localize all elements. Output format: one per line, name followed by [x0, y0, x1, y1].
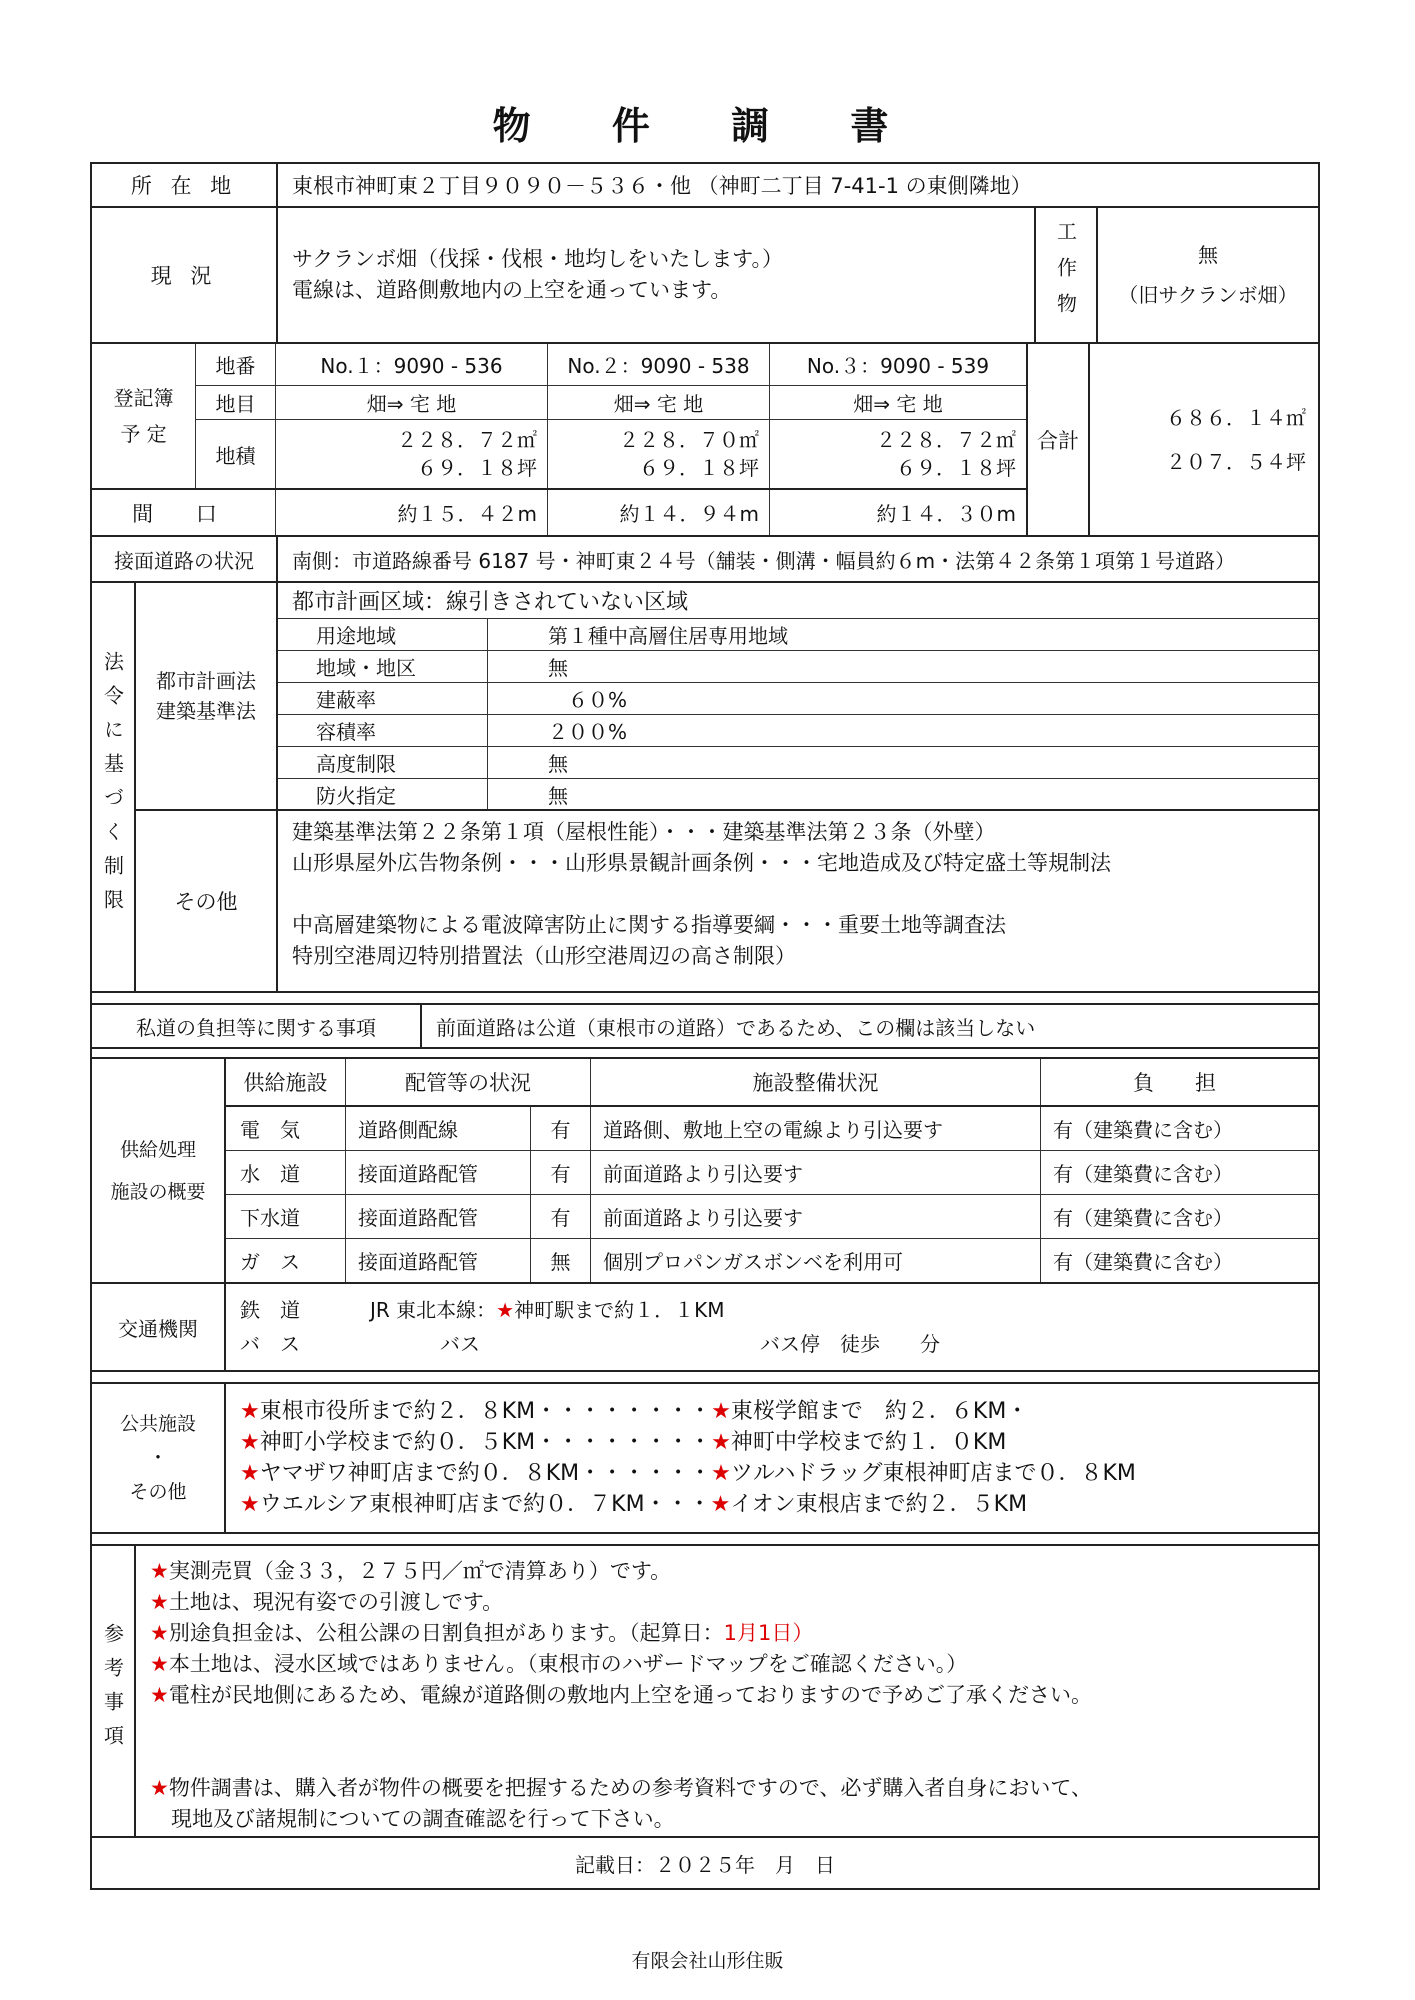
road-row — [92, 537, 1318, 583]
utility-burden: 有（建築費に含む） — [1053, 1250, 1233, 1274]
date-row — [92, 1838, 1318, 1888]
utility-row — [226, 1195, 1318, 1239]
facilities-label — [92, 1384, 226, 1532]
facilities-label-3: その他 — [129, 1481, 187, 1503]
star-icon: ★ — [150, 1652, 169, 1676]
location-row — [92, 164, 1318, 208]
city-planning-label-2: 建築基準法 — [156, 699, 256, 723]
note-line: ★本土地は、浸水区域ではありません。（東根市のハザードマップをご確認ください。） — [150, 1652, 968, 1676]
law-item-key: 高度制限 — [278, 747, 488, 778]
lot-number-label: 地番 — [196, 344, 276, 385]
location-label: 所 在 地 — [92, 164, 278, 206]
road-label: 接面道路の状況 — [92, 537, 278, 581]
note-line: ★電柱が民地側にあるため、電線が道路側の敷地内上空を通っておりますので予めご了承ください。 — [150, 1683, 1092, 1707]
star-icon: ★ — [496, 1298, 515, 1322]
other-law-block — [136, 811, 1318, 991]
star-icon: ★ — [711, 1399, 731, 1424]
law-item-value: 無 — [548, 783, 568, 808]
law-item-row — [278, 651, 1318, 683]
total-label: 合計 — [1028, 344, 1090, 535]
private-road-row — [92, 1005, 1318, 1049]
lot-3-number: No.３：9090 - 539 — [806, 354, 990, 378]
note-line: 現地及び諸規制についての調査確認を行って下さい。 — [150, 1807, 675, 1831]
rail-value: JR 東北本線：★神町駅まで約１．１KM — [370, 1298, 725, 1322]
structure-label: 工作物 — [1036, 208, 1098, 342]
location-value: 東根市神町東２丁目９０９０－５３６・他 （神町二丁目 7-41-1 の東側隣地） — [292, 174, 1032, 198]
registry-label: 登記簿 予 定 — [92, 344, 196, 488]
city-planning-block — [136, 583, 1318, 811]
city-planning-label-1: 都市計画法 — [156, 669, 256, 693]
utility-pipe: 接面道路配管 — [346, 1195, 531, 1238]
utility-has: 有 — [531, 1195, 591, 1238]
star-icon: ★ — [240, 1461, 260, 1486]
utility-has: 無 — [531, 1239, 591, 1282]
facilities-row — [92, 1384, 1318, 1534]
separator-band — [92, 1049, 1318, 1059]
registry-area-row — [196, 420, 1026, 488]
star-icon: ★ — [711, 1461, 731, 1486]
lot-3-category: 畑⇒ 宅 地 — [853, 392, 943, 416]
facility-line: ★神町小学校まで約０．５KM・・・・・・・・★神町中学校まで約１．０KM — [240, 1430, 1007, 1455]
lot-3-area-tsubo: ６９．１８坪 — [896, 456, 1016, 480]
separator-band — [92, 1534, 1318, 1546]
utility-status: 前面道路より引込要す — [591, 1195, 1041, 1238]
bus-value: バス — [440, 1332, 480, 1356]
status-line-1: サクランボ畑（伐採・伐根・地均しをいたします。） — [292, 247, 783, 271]
note-line — [150, 1711, 1318, 1773]
law-item-value: 無 — [548, 656, 568, 680]
law-item-key: 地域・地区 — [278, 651, 488, 682]
star-icon: ★ — [150, 1621, 169, 1645]
lot-3-frontage: 約１４．３０m — [876, 502, 1016, 526]
utility-burden: 有（建築費に含む） — [1053, 1118, 1233, 1142]
separator-band — [92, 993, 1318, 1005]
category-label: 地目 — [196, 386, 276, 419]
city-planning-heading: 都市計画区域：線引きされていない区域 — [278, 583, 1318, 619]
lot-2-category: 畑⇒ 宅 地 — [548, 386, 770, 419]
facility-line: ★ヤマザワ神町店まで約０．８KM・・・・・・★ツルハドラッグ東根神町店まで０．８KM — [240, 1461, 1136, 1486]
status-row — [92, 208, 1318, 344]
transport-row — [92, 1284, 1318, 1372]
city-planning-label — [136, 583, 278, 809]
other-law-line: 特別空港周辺特別措置法（山形空港周辺の高さ制限） — [292, 944, 796, 968]
registry-category-row — [196, 386, 1026, 420]
law-item-row — [278, 779, 1318, 809]
facilities-label-1: 公共施設 — [119, 1413, 196, 1435]
frontage-label: 間 口 — [92, 490, 276, 535]
utility-burden: 有（建築費に含む） — [1053, 1162, 1233, 1186]
header-burden: 負 担 — [1133, 1071, 1226, 1095]
facility-line: ★東根市役所まで約２．８KM・・・・・・・・★東桜学館まで 約２．６KM・ — [240, 1399, 1029, 1424]
notes-row — [92, 1546, 1318, 1838]
record-date: 記載日：２０２５年 月 日 — [575, 1852, 835, 1877]
law-item-row — [278, 747, 1318, 779]
road-value: 南側：市道路線番号 6187 号・神町東２４号（舗装・側溝・幅員約６m・法第４２条第１項第１号道路） — [292, 548, 1236, 573]
utility-name: 電 気 — [226, 1107, 346, 1150]
total-area-tsubo: ２０７．５４坪 — [1166, 449, 1306, 474]
bus-stop: バス停 徒歩 分 — [760, 1332, 940, 1356]
separator-band — [92, 1372, 1318, 1384]
transport-rail — [226, 1293, 1318, 1327]
lot-2-number: No.２：9090 - 538 — [548, 344, 770, 385]
star-icon: ★ — [710, 1492, 731, 1517]
private-road-label: 私道の負担等に関する事項 — [92, 1005, 422, 1047]
star-icon: ★ — [240, 1492, 260, 1517]
star-icon: ★ — [711, 1430, 731, 1455]
header-piping: 配管等の状況 — [346, 1059, 591, 1105]
lot-2-area-m2: ２２８．７０㎡ — [619, 428, 759, 452]
law-item-row — [278, 619, 1318, 651]
lot-1-area-m2: ２２８．７２㎡ — [397, 428, 537, 452]
transport-bus — [226, 1327, 1318, 1361]
note-line: ★別途負担金は、公租公課の日割負担があります。（起算日： — [150, 1621, 724, 1645]
utility-pipe: 道路側配線 — [346, 1107, 531, 1150]
bus-label: バ ス — [240, 1332, 300, 1356]
law-side-label: 法令に基づく制限 — [100, 651, 125, 923]
notes-label: 参考事項 — [100, 1623, 125, 1759]
note-line: ★土地は、現況有姿での引渡しです。 — [150, 1590, 504, 1614]
utilities-row — [92, 1059, 1318, 1284]
company-name: 有限会社山形住販 — [631, 1950, 784, 1972]
header-status: 施設整備状況 — [591, 1059, 1041, 1105]
note-line: ★実測売買（金３３，２７５円／㎡で清算あり）です。 — [150, 1559, 672, 1583]
utility-burden: 有（建築費に含む） — [1053, 1206, 1233, 1230]
utilities-label-2: 施設の概要 — [110, 1180, 206, 1203]
lot-1-category: 畑⇒ 宅 地 — [276, 386, 548, 419]
utility-has: 有 — [531, 1151, 591, 1194]
utility-name: ガ ス — [226, 1239, 346, 1282]
structure-value-text: 無 — [1198, 243, 1218, 267]
status-line-2: 電線は、道路側敷地内の上空を通っています。 — [292, 278, 732, 302]
note-line-start-date — [150, 1618, 1318, 1649]
utilities-header — [226, 1059, 1318, 1107]
utility-has: 有 — [531, 1107, 591, 1150]
lot-2-area-tsubo: ６９．１８坪 — [639, 456, 759, 480]
star-icon: ★ — [150, 1683, 169, 1707]
utility-status: 個別プロパンガスボンベを利用可 — [591, 1239, 1041, 1282]
area-label: 地積 — [196, 420, 276, 488]
frontage-row — [92, 490, 1026, 535]
lot-1-number: No.１：9090 - 536 — [276, 344, 548, 385]
utility-name: 水 道 — [226, 1151, 346, 1194]
total-area — [1090, 344, 1318, 535]
start-date: 1月1日） — [723, 1621, 814, 1645]
structure-value — [1098, 208, 1318, 342]
facilities-label-2: ・ — [148, 1447, 168, 1469]
private-road-value: 前面道路は公道（東根市の道路）であるため、この欄は該当しない — [436, 1015, 1036, 1040]
document-title: 物 件 調 書 — [492, 104, 923, 148]
note-line: ★物件調書は、購入者が物件の概要を把握するための参考資料ですので、必ず購入者自身において、 — [150, 1776, 1092, 1800]
law-row — [92, 583, 1318, 993]
header-facility: 供給施設 — [226, 1059, 346, 1105]
transport-label: 交通機関 — [92, 1284, 226, 1370]
other-law-line — [292, 879, 1318, 910]
utility-pipe: 接面道路配管 — [346, 1239, 531, 1282]
registry-row — [92, 344, 1318, 537]
utility-status: 道路側、敷地上空の電線より引込要す — [591, 1107, 1041, 1150]
lot-1-frontage: 約１５．４２m — [276, 490, 548, 535]
utility-name: 下水道 — [226, 1195, 346, 1238]
utility-row — [226, 1239, 1318, 1282]
law-item-value: ６０% — [548, 688, 628, 712]
law-item-key: 建蔽率 — [278, 683, 488, 714]
utility-row — [226, 1151, 1318, 1195]
star-icon: ★ — [240, 1430, 260, 1455]
law-item-value: 第１種中高層住居専用地域 — [548, 624, 788, 648]
utilities-label-1: 供給処理 — [119, 1138, 196, 1161]
law-item-value: 無 — [548, 752, 568, 776]
law-item-row — [278, 683, 1318, 715]
rail-label: 鉄 道 — [240, 1298, 300, 1322]
structure-note: （旧サクランボ畑） — [1118, 283, 1298, 307]
status-description — [278, 208, 1036, 342]
star-icon: ★ — [150, 1776, 169, 1800]
star-icon: ★ — [240, 1399, 260, 1424]
utilities-label — [92, 1059, 226, 1282]
utility-row — [226, 1107, 1318, 1151]
law-item-key: 用途地域 — [278, 619, 488, 650]
status-label: 現 況 — [92, 208, 278, 342]
law-item-key: 防火指定 — [278, 779, 488, 809]
utility-status: 前面道路より引込要す — [591, 1151, 1041, 1194]
star-icon: ★ — [150, 1590, 169, 1614]
other-law-line: 中高層建築物による電波障害防止に関する指導要綱・・・重要土地等調査法 — [292, 913, 1006, 937]
property-sheet — [90, 162, 1320, 1890]
law-item-row — [278, 715, 1318, 747]
total-area-m2: ６８６．１４㎡ — [1166, 405, 1306, 430]
law-item-key: 容積率 — [278, 715, 488, 746]
utility-pipe: 接面道路配管 — [346, 1151, 531, 1194]
star-icon: ★ — [150, 1559, 169, 1583]
other-law-line: 建築基準法第２２条第１項（屋根性能）・・・建築基準法第２３条（外壁） — [292, 820, 996, 844]
facility-line: ★ウエルシア東根神町店まで約０．７KM・・・★イオン東根店まで約２．５KM — [240, 1492, 1028, 1517]
lot-3-area-m2: ２２８．７２㎡ — [876, 428, 1016, 452]
other-law-label: その他 — [136, 811, 278, 991]
registry-lot-row — [196, 344, 1026, 386]
other-law-line: 山形県屋外広告物条例・・・山形県景観計画条例・・・宅地造成及び特定盛土等規制法 — [292, 851, 1111, 875]
lot-2-frontage: 約１４．９４m — [548, 490, 770, 535]
lot-1-area-tsubo: ６９．１８坪 — [417, 456, 537, 480]
registry-main — [92, 344, 1028, 535]
law-item-value: ２００% — [548, 720, 628, 744]
